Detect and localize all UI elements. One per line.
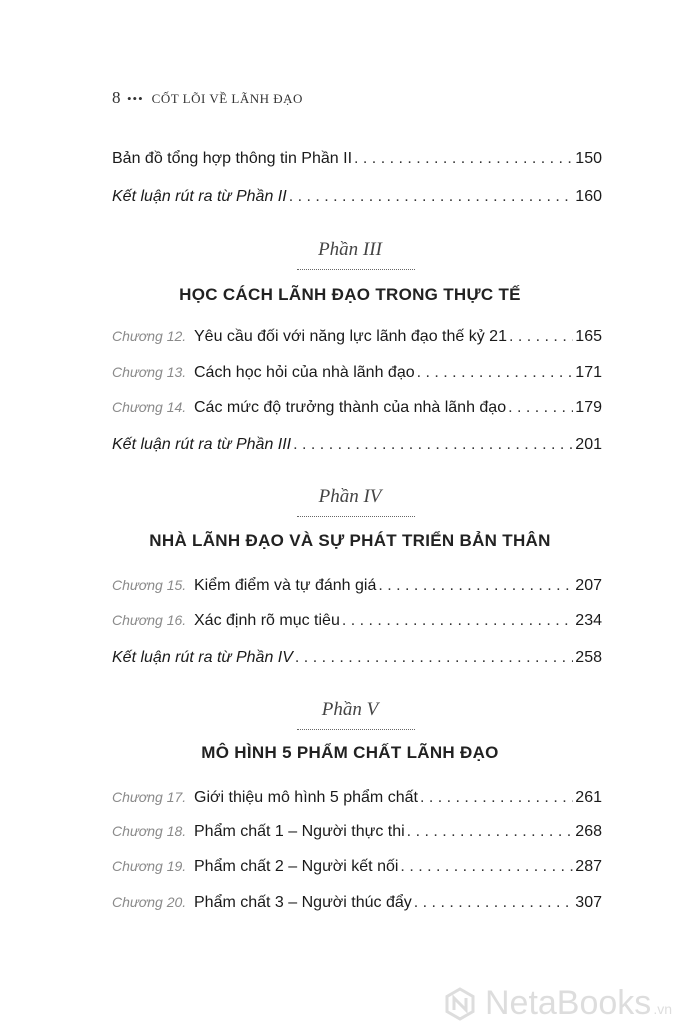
toc-entry[interactable]	[112, 858, 602, 876]
dot-leader	[414, 894, 574, 912]
toc-entry-page: 160	[575, 188, 602, 205]
toc-entry-page: 287	[575, 858, 602, 875]
dot-leader	[420, 789, 573, 807]
watermark-brand: NetaBooks	[484, 984, 652, 1022]
toc-entry-title: Kiểm điểm và tự đánh giá	[194, 577, 377, 594]
toc-entry-title: Các mức độ trưởng thành của nhà lãnh đạo	[194, 399, 507, 416]
chapter-number: Chương 20.	[112, 894, 187, 910]
dot-leader	[378, 577, 573, 595]
netabooks-watermark	[443, 984, 672, 1023]
toc-entry[interactable]	[112, 188, 602, 206]
book-title: CỐT LÕI VỀ LÃNH ĐẠO	[151, 91, 303, 106]
dot-leader	[400, 858, 573, 876]
dot-leader	[354, 150, 573, 168]
toc-entry-page: 258	[575, 649, 602, 666]
dot-leader	[509, 328, 573, 346]
part-divider	[297, 729, 415, 730]
toc-entry[interactable]	[112, 399, 602, 417]
chapter-number: Chương 17.	[112, 789, 187, 805]
toc-entry-page: 268	[575, 823, 602, 840]
toc-entry[interactable]	[112, 328, 602, 346]
toc-entry[interactable]	[112, 612, 602, 630]
part-title: MÔ HÌNH 5 PHẨM CHẤT LÃNH ĐẠO	[201, 743, 499, 762]
toc-entry-title: Kết luận rút ra từ Phần IV	[112, 649, 293, 666]
dot-leader	[295, 649, 573, 667]
toc-entry[interactable]	[112, 649, 602, 667]
toc-entry-page: 307	[575, 894, 602, 911]
part-label: Phần III	[318, 239, 382, 260]
dot-leader	[417, 364, 574, 382]
chapter-number: Chương 15.	[112, 577, 187, 593]
toc-entry-page: 261	[575, 789, 602, 806]
part-divider	[297, 269, 415, 270]
toc-entry-title: Phẩm chất 3 – Người thúc đẩy	[194, 894, 412, 911]
toc-entry-page: 171	[575, 364, 602, 381]
watermark-suffix: .vn	[653, 1001, 672, 1017]
toc-entry-page: 201	[575, 436, 602, 453]
header-dots: •••	[127, 91, 144, 106]
toc-entry-page: 234	[575, 612, 602, 629]
toc-entry-title: Phẩm chất 2 – Người kết nối	[194, 858, 399, 875]
part-divider	[297, 516, 415, 517]
dot-leader	[293, 436, 573, 454]
dot-leader	[289, 188, 574, 206]
toc-entry-title: Yêu cầu đối với năng lực lãnh đạo thế kỷ 21	[194, 328, 507, 345]
chapter-number: Chương 18.	[112, 823, 187, 839]
toc-entry-page: 179	[575, 399, 602, 416]
chapter-number: Chương 13.	[112, 364, 187, 380]
toc-entry-title: Kết luận rút ra từ Phần III	[112, 436, 292, 453]
toc-entry[interactable]	[112, 823, 602, 841]
toc-entry[interactable]	[112, 577, 602, 595]
dot-leader	[342, 612, 573, 630]
chapter-number: Chương 16.	[112, 612, 187, 628]
toc-entry-page: 165	[575, 328, 602, 345]
chapter-number: Chương 12.	[112, 328, 187, 344]
toc-entry-title: Bản đồ tổng hợp thông tin Phần II	[112, 150, 353, 167]
dot-leader	[407, 823, 574, 841]
toc-entry-page: 207	[575, 577, 602, 594]
toc-entry-title: Phẩm chất 1 – Người thực thi	[194, 823, 405, 840]
toc-entry-page: 150	[575, 150, 602, 167]
chapter-number: Chương 14.	[112, 399, 187, 415]
toc-entry[interactable]	[112, 894, 602, 912]
part-title: NHÀ LÃNH ĐẠO VÀ SỰ PHÁT TRIỂN BẢN THÂN	[149, 531, 551, 550]
toc-entry-title: Giới thiệu mô hình 5 phẩm chất	[194, 789, 418, 806]
toc-entry[interactable]	[112, 436, 602, 454]
netabooks-logo-icon	[443, 987, 477, 1021]
toc-entry-title: Cách học hỏi của nhà lãnh đạo	[194, 364, 415, 381]
toc-entry[interactable]	[112, 364, 602, 382]
running-header	[112, 88, 303, 108]
part-label: Phần IV	[318, 486, 382, 507]
page-number: 8	[112, 88, 121, 107]
toc-entry[interactable]	[112, 150, 602, 168]
chapter-number: Chương 19.	[112, 858, 187, 874]
toc-entry[interactable]	[112, 789, 602, 807]
part-label: Phần V	[321, 699, 379, 720]
toc-entry-title: Xác định rõ mục tiêu	[194, 612, 340, 629]
part-title: HỌC CÁCH LÃNH ĐẠO TRONG THỰC TẾ	[179, 285, 521, 304]
toc-entry-title: Kết luận rút ra từ Phần II	[112, 188, 287, 205]
dot-leader	[508, 399, 573, 417]
